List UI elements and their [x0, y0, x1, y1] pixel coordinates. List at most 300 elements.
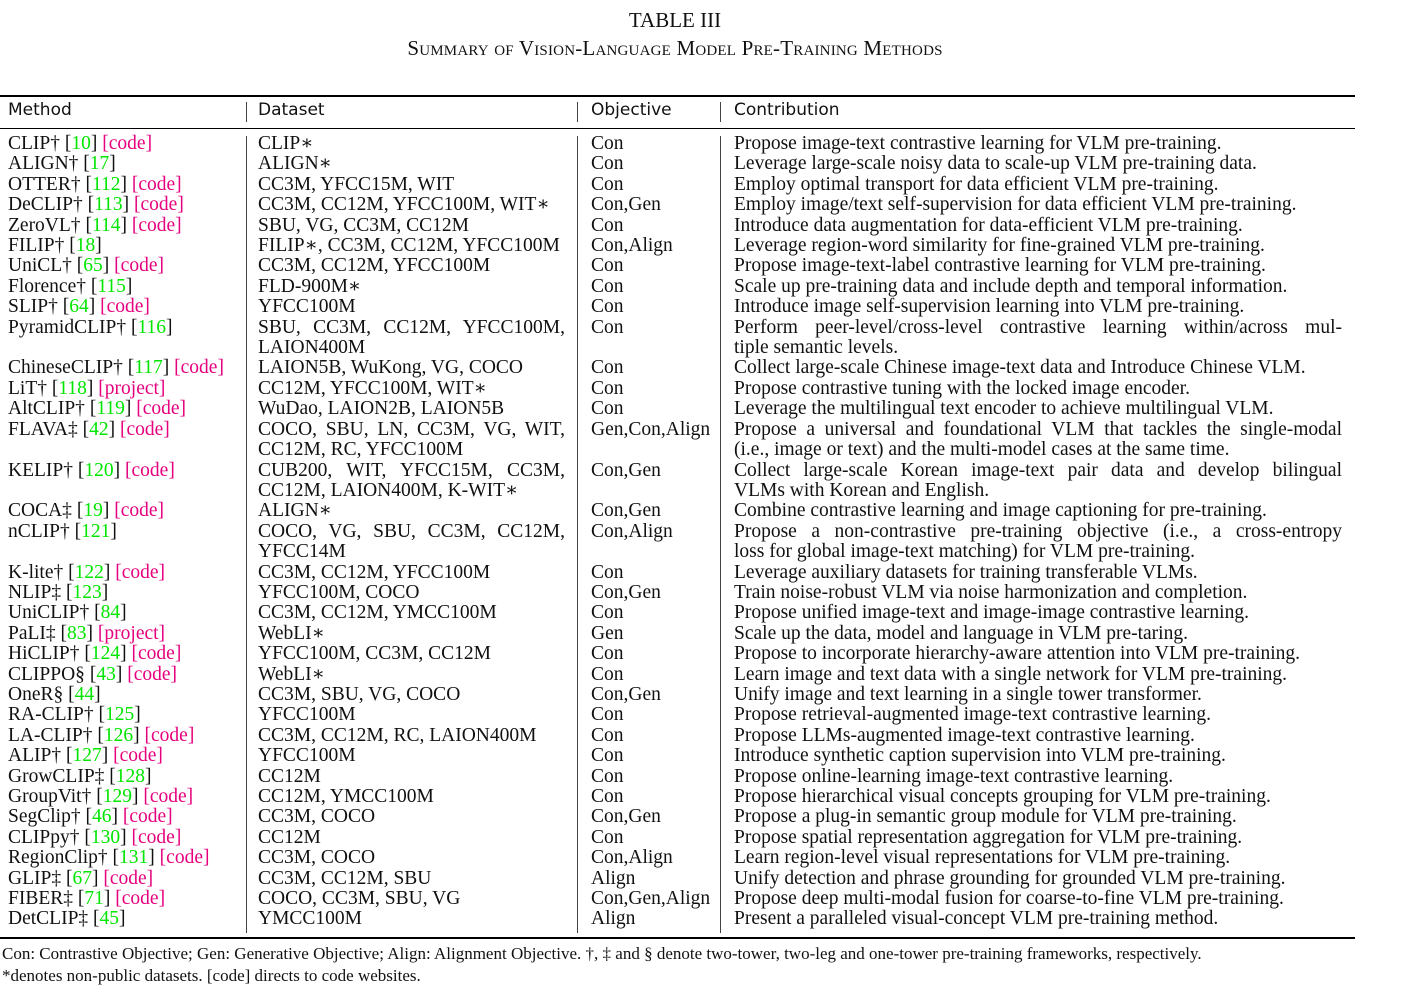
dataset-line: CC3M, CC12M, YFCC100M, WIT∗: [258, 194, 550, 216]
citation-link[interactable]: 118: [58, 377, 87, 399]
contribution-cell: [720, 909, 1354, 929]
dataset-cell: [246, 563, 577, 583]
dataset-cell: [246, 603, 577, 623]
citation-link[interactable]: 125: [104, 704, 135, 726]
contribution-cell: [720, 705, 1354, 725]
dataset-line: CC12M, YFCC100M, WIT∗: [258, 377, 487, 399]
dataset-line: CC12M: [258, 826, 321, 848]
objective-cell: Con,Gen,Align: [591, 888, 711, 910]
dataset-line: CC3M, CC12M, YFCC100M: [258, 561, 491, 583]
contribution-cell: [720, 563, 1354, 583]
contribution-cell: [720, 399, 1354, 419]
code-link[interactable]: [code]: [136, 398, 187, 420]
table-row: [0, 828, 1355, 848]
method-name: CLIP†: [8, 133, 61, 154]
method-cell: OTTER† [112] [code]: [8, 173, 182, 195]
contribution-cell: [720, 787, 1354, 807]
table-row: [0, 726, 1355, 746]
method-cell: OneR§ [44]: [8, 683, 101, 705]
citation-link[interactable]: 121: [81, 520, 111, 542]
table-row: [0, 154, 1355, 174]
contribution-line: Propose image-text-label contrastive learning for VLM pre-training.: [734, 255, 1266, 277]
dataset-line: CC3M, COCO: [258, 806, 376, 828]
code-link[interactable]: [code]: [119, 418, 170, 440]
dataset-cell: [246, 175, 577, 195]
citation-link[interactable]: 124: [90, 643, 121, 665]
contribution-line: Combine contrastive learning and image captioning for pre-training.: [734, 500, 1267, 522]
code-link[interactable]: [code]: [131, 826, 182, 848]
table-row: [0, 134, 1355, 154]
contribution-line: tiple semantic levels.: [734, 337, 899, 359]
method-name: Florence†: [8, 275, 86, 297]
code-link-label[interactable]: code: [131, 459, 169, 481]
table-row: [0, 603, 1355, 623]
contribution-line: Leverage auxiliary datasets for training transferable VLMs.: [734, 561, 1198, 583]
method-name: FIBER‡: [8, 888, 74, 910]
dataset-line: SBU, VG, CC3M, CC12M: [258, 214, 469, 236]
method-cell: SLIP† [64] [code]: [8, 296, 150, 318]
dataset-cell: [246, 767, 577, 787]
dataset-cell: [246, 746, 577, 766]
code-link[interactable]: [code]: [131, 173, 182, 195]
citation-link[interactable]: 84: [100, 602, 121, 624]
objective-cell: Con: [591, 745, 624, 767]
contribution-cell: [720, 175, 1354, 195]
contribution-cell: [720, 583, 1354, 603]
dataset-line: CC3M, CC12M, YFCC100M: [258, 255, 491, 277]
method-name: PyramidCLIP†: [8, 316, 127, 338]
objective-cell: Con,Align: [591, 235, 673, 257]
code-link-label[interactable]: code: [138, 214, 176, 236]
method-name: LiT†: [8, 377, 47, 399]
dataset-cell: [246, 297, 577, 317]
contribution-cell: [720, 420, 1354, 461]
dataset-line: COCO, VG, SBU, CC3M, CC12M,: [258, 520, 565, 542]
table-row: [0, 420, 1355, 461]
dataset-line: YFCC100M: [258, 745, 356, 767]
dataset-cell: [246, 236, 577, 256]
code-link[interactable]: [code]: [114, 500, 164, 522]
contribution-line: Propose spatial representation aggregation for VLM pre-training.: [734, 826, 1243, 848]
citation-link[interactable]: 10: [71, 133, 91, 154]
table-row: [0, 195, 1355, 215]
method-name: LA-CLIP†: [8, 724, 93, 746]
objective-cell: Con: [591, 357, 624, 379]
dataset-line: YFCC100M: [258, 296, 356, 318]
citation-link[interactable]: 119: [96, 398, 125, 420]
code-link-label[interactable]: code: [180, 357, 218, 379]
contribution-cell: [720, 889, 1354, 909]
citation-link[interactable]: 116: [137, 316, 166, 338]
code-link[interactable]: [code]: [131, 214, 182, 236]
method-cell: FIBER‡ [71] [code]: [8, 888, 166, 910]
contribution-cell: [720, 236, 1354, 256]
citation-link[interactable]: 65: [83, 255, 103, 277]
contribution-line: Employ image/text self-supervision for data efficient VLM pre-training.: [734, 194, 1297, 216]
table-row: [0, 889, 1355, 909]
method-cell: ChineseCLIP† [117] [code]: [8, 357, 224, 379]
citation-link[interactable]: 128: [115, 765, 146, 787]
contribution-cell: [720, 624, 1354, 644]
code-link[interactable]: [code]: [143, 786, 194, 807]
objective-cell: Con: [591, 275, 624, 297]
citation-link[interactable]: 46: [91, 806, 112, 828]
dataset-cell: [246, 583, 577, 603]
table-row: [0, 869, 1355, 889]
citation-link[interactable]: 64: [69, 296, 89, 318]
objective-cell: Con: [591, 561, 624, 583]
method-name: KELIP†: [8, 459, 73, 481]
code-link-label[interactable]: code: [151, 724, 188, 746]
method-name: UniCLIP†: [8, 602, 90, 624]
code-link[interactable]: [code]: [144, 724, 195, 746]
dataset-line: CC3M, SBU, VG, COCO: [258, 683, 461, 705]
dataset-cell: [246, 195, 577, 215]
method-cell: CLIP† [10] [code]: [8, 133, 153, 154]
contribution-cell: [720, 256, 1354, 276]
contribution-line: Propose to incorporate hierarchy-aware attention into VLM pre-training.: [734, 643, 1301, 665]
contribution-line: VLMs with Korean and English.: [734, 479, 990, 501]
table-row: [0, 685, 1355, 705]
table-row: [0, 379, 1355, 399]
table-row: [0, 501, 1355, 521]
citation-link[interactable]: 71: [84, 888, 104, 910]
contribution-cell: [720, 869, 1354, 889]
citation-link[interactable]: 42: [89, 418, 109, 440]
contribution-cell: [720, 603, 1354, 623]
contribution-cell: [720, 134, 1354, 154]
code-link-label[interactable]: code: [140, 194, 178, 216]
dataset-line: LAION400M: [258, 337, 366, 359]
table-row: [0, 461, 1355, 502]
contribution-line: Propose hierarchical visual concepts grouping for VLM pre-training.: [734, 786, 1271, 807]
method-cell: nCLIP† [121]: [8, 520, 117, 542]
table-row: [0, 848, 1355, 868]
method-name: RegionClip†: [8, 847, 108, 869]
code-link-label[interactable]: code: [121, 888, 159, 910]
contribution-cell: [720, 297, 1354, 317]
top-rule: [0, 95, 1355, 97]
dataset-line: CC3M, YFCC15M, WIT: [258, 173, 455, 195]
code-link[interactable]: [code]: [127, 663, 177, 685]
contribution-line: Propose LLMs-augmented image-text contrastive learning.: [734, 724, 1195, 746]
method-name: DeCLIP†: [8, 194, 83, 216]
code-link[interactable]: [code]: [131, 643, 182, 665]
method-name: OneR§: [8, 683, 64, 705]
citation-link[interactable]: 17: [89, 153, 110, 175]
contribution-cell: [720, 685, 1354, 705]
citation-link[interactable]: 120: [84, 459, 114, 481]
dataset-cell: [246, 644, 577, 664]
project-link[interactable]: [project]: [97, 622, 166, 644]
objective-cell: Con: [591, 316, 624, 338]
code-link-label[interactable]: code: [119, 745, 157, 767]
table-row: [0, 522, 1355, 563]
dataset-cell: [246, 256, 577, 276]
method-cell: FLAVA‡ [42] [code]: [8, 418, 170, 440]
dataset-line: CC12M, LAION400M, K-WIT∗: [258, 479, 519, 501]
table-row: [0, 358, 1355, 378]
method-cell: GroupVit† [129] [code]: [8, 786, 194, 807]
contribution-cell: [720, 154, 1354, 174]
objective-cell: Con,Gen: [591, 581, 661, 603]
code-link-label[interactable]: code: [129, 806, 167, 828]
code-link-label[interactable]: code: [142, 398, 180, 420]
citation-link[interactable]: 112: [91, 173, 121, 195]
method-cell: AltCLIP† [119] [code]: [8, 398, 187, 420]
dataset-cell: [246, 501, 577, 521]
code-link[interactable]: [code]: [115, 561, 166, 583]
method-cell: DetCLIP‡ [45]: [8, 908, 126, 930]
dataset-line: WebLI∗: [258, 622, 325, 644]
code-link[interactable]: [code]: [122, 806, 173, 828]
citation-link[interactable]: 43: [96, 663, 116, 685]
contribution-line: Introduce synthetic caption supervision into VLM pre-training.: [734, 745, 1226, 767]
method-name: AltCLIP†: [8, 398, 85, 420]
objective-cell: Con: [591, 765, 624, 787]
header-divider: [246, 102, 247, 122]
code-link-label[interactable]: code: [126, 418, 164, 440]
objective-cell: Con: [591, 153, 624, 175]
method-cell: KELIP† [120] [code]: [8, 459, 175, 481]
citation-link[interactable]: 67: [72, 867, 92, 889]
code-link-label[interactable]: code: [138, 826, 175, 848]
table-row: [0, 399, 1355, 419]
contribution-cell: [720, 277, 1354, 297]
project-link-label[interactable]: project: [104, 622, 159, 644]
citation-link[interactable]: 126: [103, 724, 134, 746]
objective-cell: Con,Gen: [591, 806, 661, 828]
method-name: GLIP‡: [8, 867, 62, 889]
dataset-line: LAION5B, WuKong, VG, COCO: [258, 357, 524, 379]
contribution-cell: [720, 522, 1354, 563]
objective-cell: Con: [591, 255, 624, 277]
objective-cell: Con,Gen: [591, 683, 661, 705]
citation-link[interactable]: 129: [102, 786, 132, 807]
method-cell: CLIPPO§ [43] [code]: [8, 663, 177, 685]
dataset-cell: [246, 909, 577, 929]
objective-cell: Con: [591, 826, 624, 848]
method-cell: UniCLIP† [84]: [8, 602, 127, 624]
objective-cell: Con: [591, 398, 624, 420]
method-cell: Florence† [115]: [8, 275, 133, 297]
code-link[interactable]: [code]: [174, 357, 224, 379]
code-link[interactable]: [code]: [159, 847, 210, 869]
contribution-line: Propose image-text contrastive learning for VLM pre-training.: [734, 133, 1222, 154]
contribution-line: Propose a plug-in semantic group module for VLM pre-training.: [734, 806, 1237, 828]
citation-link[interactable]: 117: [134, 357, 163, 379]
citation-link[interactable]: 45: [99, 908, 120, 930]
method-name: ChineseCLIP†: [8, 357, 123, 379]
dataset-cell: [246, 379, 577, 399]
dataset-cell: [246, 154, 577, 174]
code-link-label[interactable]: code: [120, 255, 158, 277]
dataset-cell: [246, 358, 577, 378]
dataset-cell: [246, 726, 577, 746]
method-name: FLAVA‡: [8, 418, 78, 440]
dataset-line: YFCC14M: [258, 541, 346, 563]
contribution-line: Propose online-learning image-text contrastive learning.: [734, 765, 1174, 787]
table-number: TABLE III: [628, 8, 722, 32]
dataset-cell: [246, 134, 577, 154]
table-row: [0, 644, 1355, 664]
header-rule: [0, 128, 1355, 129]
method-name: GroupVit†: [8, 786, 92, 807]
code-link-label[interactable]: code: [121, 561, 159, 583]
code-link[interactable]: [code]: [115, 888, 166, 910]
method-cell: PyramidCLIP† [116]: [8, 316, 173, 338]
citation-link[interactable]: 114: [91, 214, 121, 236]
dataset-line: COCO, SBU, LN, CC3M, VG, WIT,: [258, 418, 565, 440]
method-cell: RegionClip† [131] [code]: [8, 847, 210, 869]
dataset-cell: [246, 624, 577, 644]
dataset-cell: [246, 787, 577, 807]
dataset-cell: [246, 461, 577, 502]
method-cell: ALIGN† [17]: [8, 153, 116, 175]
contribution-cell: [720, 216, 1354, 236]
table-row: [0, 175, 1355, 195]
dataset-line: CC3M, CC12M, RC, LAION400M: [258, 724, 537, 746]
dataset-cell: [246, 828, 577, 848]
contribution-line: Perform peer-level/cross-level contrastive learning within/across mul-: [734, 316, 1342, 338]
contribution-line: Collect large-scale Korean image-text pair data and develop bilingual: [734, 459, 1342, 481]
citation-link[interactable]: 122: [74, 561, 104, 583]
dataset-cell: [246, 277, 577, 297]
bottom-rule: [0, 937, 1355, 939]
citation-link[interactable]: 127: [72, 745, 102, 767]
code-link[interactable]: [code]: [103, 867, 154, 889]
table-row: [0, 767, 1355, 787]
contribution-line: Propose contrastive tuning with the locked image encoder.: [734, 377, 1190, 399]
contribution-line: Learn image and text data with a single network for VLM pre-training.: [734, 663, 1288, 685]
contribution-cell: [720, 461, 1354, 502]
citation-link[interactable]: 115: [97, 275, 126, 297]
citation-link[interactable]: 131: [119, 847, 149, 869]
contribution-line: Propose a non-contrastive pre-training objective (i.e., a cross-entropy: [734, 520, 1342, 542]
table-row: [0, 624, 1355, 644]
citation-link[interactable]: 113: [94, 194, 123, 216]
code-link[interactable]: [code]: [102, 133, 153, 154]
dataset-line: CC12M: [258, 765, 321, 787]
code-link[interactable]: [code]: [125, 459, 175, 481]
objective-cell: Con,Gen: [591, 194, 661, 216]
code-link-label[interactable]: code: [108, 133, 146, 154]
code-link-label[interactable]: code: [166, 847, 203, 869]
contribution-cell: [720, 767, 1354, 787]
contribution-cell: [720, 644, 1354, 664]
table-body: [0, 134, 1355, 930]
code-link-label[interactable]: code: [120, 500, 158, 522]
dataset-line: CUB200, WIT, YFCC15M, CC3M,: [258, 459, 565, 481]
method-name: HiCLIP†: [8, 643, 80, 665]
method-cell: LiT† [118] [project]: [8, 377, 166, 399]
dataset-cell: [246, 685, 577, 705]
code-link[interactable]: [code]: [134, 194, 184, 216]
dataset-line: YMCC100M: [258, 908, 363, 930]
code-link-label[interactable]: code: [138, 173, 176, 195]
citation-link[interactable]: 18: [75, 235, 96, 257]
citation-link[interactable]: 83: [67, 622, 87, 644]
dataset-line: CC12M, YMCC100M: [258, 786, 434, 807]
method-name: NLIP‡: [8, 581, 62, 603]
code-link-label[interactable]: code: [133, 663, 171, 685]
citation-link[interactable]: 44: [74, 683, 95, 705]
table-row: [0, 807, 1355, 827]
contribution-cell: [720, 848, 1354, 868]
objective-cell: Gen,Con,Align: [591, 418, 711, 440]
dataset-line: WebLI∗: [258, 663, 325, 685]
footnote-datasets: *denotes non-public datasets. [code] directs to code websites.: [2, 966, 421, 985]
dataset-line: CLIP∗: [258, 133, 314, 154]
code-link[interactable]: [code]: [114, 255, 164, 277]
table-row: [0, 787, 1355, 807]
method-name: ALIGN†: [8, 153, 79, 175]
table-row: [0, 563, 1355, 583]
method-name: CLIPPO§: [8, 663, 85, 685]
project-link[interactable]: [project]: [98, 377, 166, 399]
header-contribution: Contribution: [734, 100, 840, 120]
table-caption: Summary of Vision-Language Model Pre-Training Methods: [407, 36, 943, 60]
dataset-line: SBU, CC3M, CC12M, YFCC100M,: [258, 316, 565, 338]
method-name: SegClip†: [8, 806, 81, 828]
method-cell: ZeroVL† [114] [code]: [8, 214, 182, 236]
contribution-line: Propose unified image-text and image-image contrastive learning.: [734, 602, 1249, 624]
contribution-line: Scale up the data, model and language in VLM pre-taring.: [734, 622, 1188, 644]
table-row: [0, 583, 1355, 603]
project-link-label[interactable]: project: [104, 377, 159, 399]
objective-cell: Con,Align: [591, 520, 673, 542]
contribution-line: Leverage region-word similarity for fine-grained VLM pre-training.: [734, 235, 1265, 257]
contribution-line: Leverage the multilingual text encoder to achieve multilingual VLM.: [734, 398, 1274, 420]
method-name: COCA‡: [8, 500, 72, 522]
contribution-cell: [720, 828, 1354, 848]
contribution-cell: [720, 726, 1354, 746]
header-dataset: Dataset: [258, 100, 325, 120]
code-link-label[interactable]: code: [106, 296, 144, 318]
objective-cell: Con: [591, 173, 624, 195]
dataset-line: CC3M, CC12M, YMCC100M: [258, 602, 497, 624]
contribution-line: Propose retrieval-augmented image-text contrastive learning.: [734, 704, 1212, 726]
table-row: [0, 256, 1355, 276]
code-link[interactable]: [code]: [100, 296, 150, 318]
dataset-line: ALIGN∗: [258, 500, 332, 522]
method-name: CLIPpy†: [8, 826, 80, 848]
dataset-cell: [246, 399, 577, 419]
method-cell: SegClip† [46] [code]: [8, 806, 173, 828]
contribution-cell: [720, 318, 1354, 359]
dataset-line: YFCC100M, CC3M, CC12M: [258, 643, 491, 665]
method-cell: COCA‡ [19] [code]: [8, 500, 164, 522]
dataset-line: FILIP∗, CC3M, CC12M, YFCC100M: [258, 235, 560, 257]
code-link-label[interactable]: code: [149, 786, 187, 807]
citation-link[interactable]: 123: [72, 581, 102, 603]
dataset-cell: [246, 807, 577, 827]
contribution-cell: [720, 665, 1354, 685]
code-link-label[interactable]: code: [109, 867, 147, 889]
contribution-cell: [720, 807, 1354, 827]
table-row: [0, 297, 1355, 317]
code-link-label[interactable]: code: [138, 643, 175, 665]
dataset-line: COCO, CC3M, SBU, VG: [258, 888, 461, 910]
table-row: [0, 236, 1355, 256]
method-name: FILIP†: [8, 235, 65, 257]
code-link[interactable]: [code]: [113, 745, 163, 767]
objective-cell: Con,Gen: [591, 500, 661, 522]
method-name: OTTER†: [8, 173, 81, 195]
contribution-cell: [720, 195, 1354, 215]
citation-link[interactable]: 19: [83, 500, 103, 522]
citation-link[interactable]: 130: [90, 826, 121, 848]
